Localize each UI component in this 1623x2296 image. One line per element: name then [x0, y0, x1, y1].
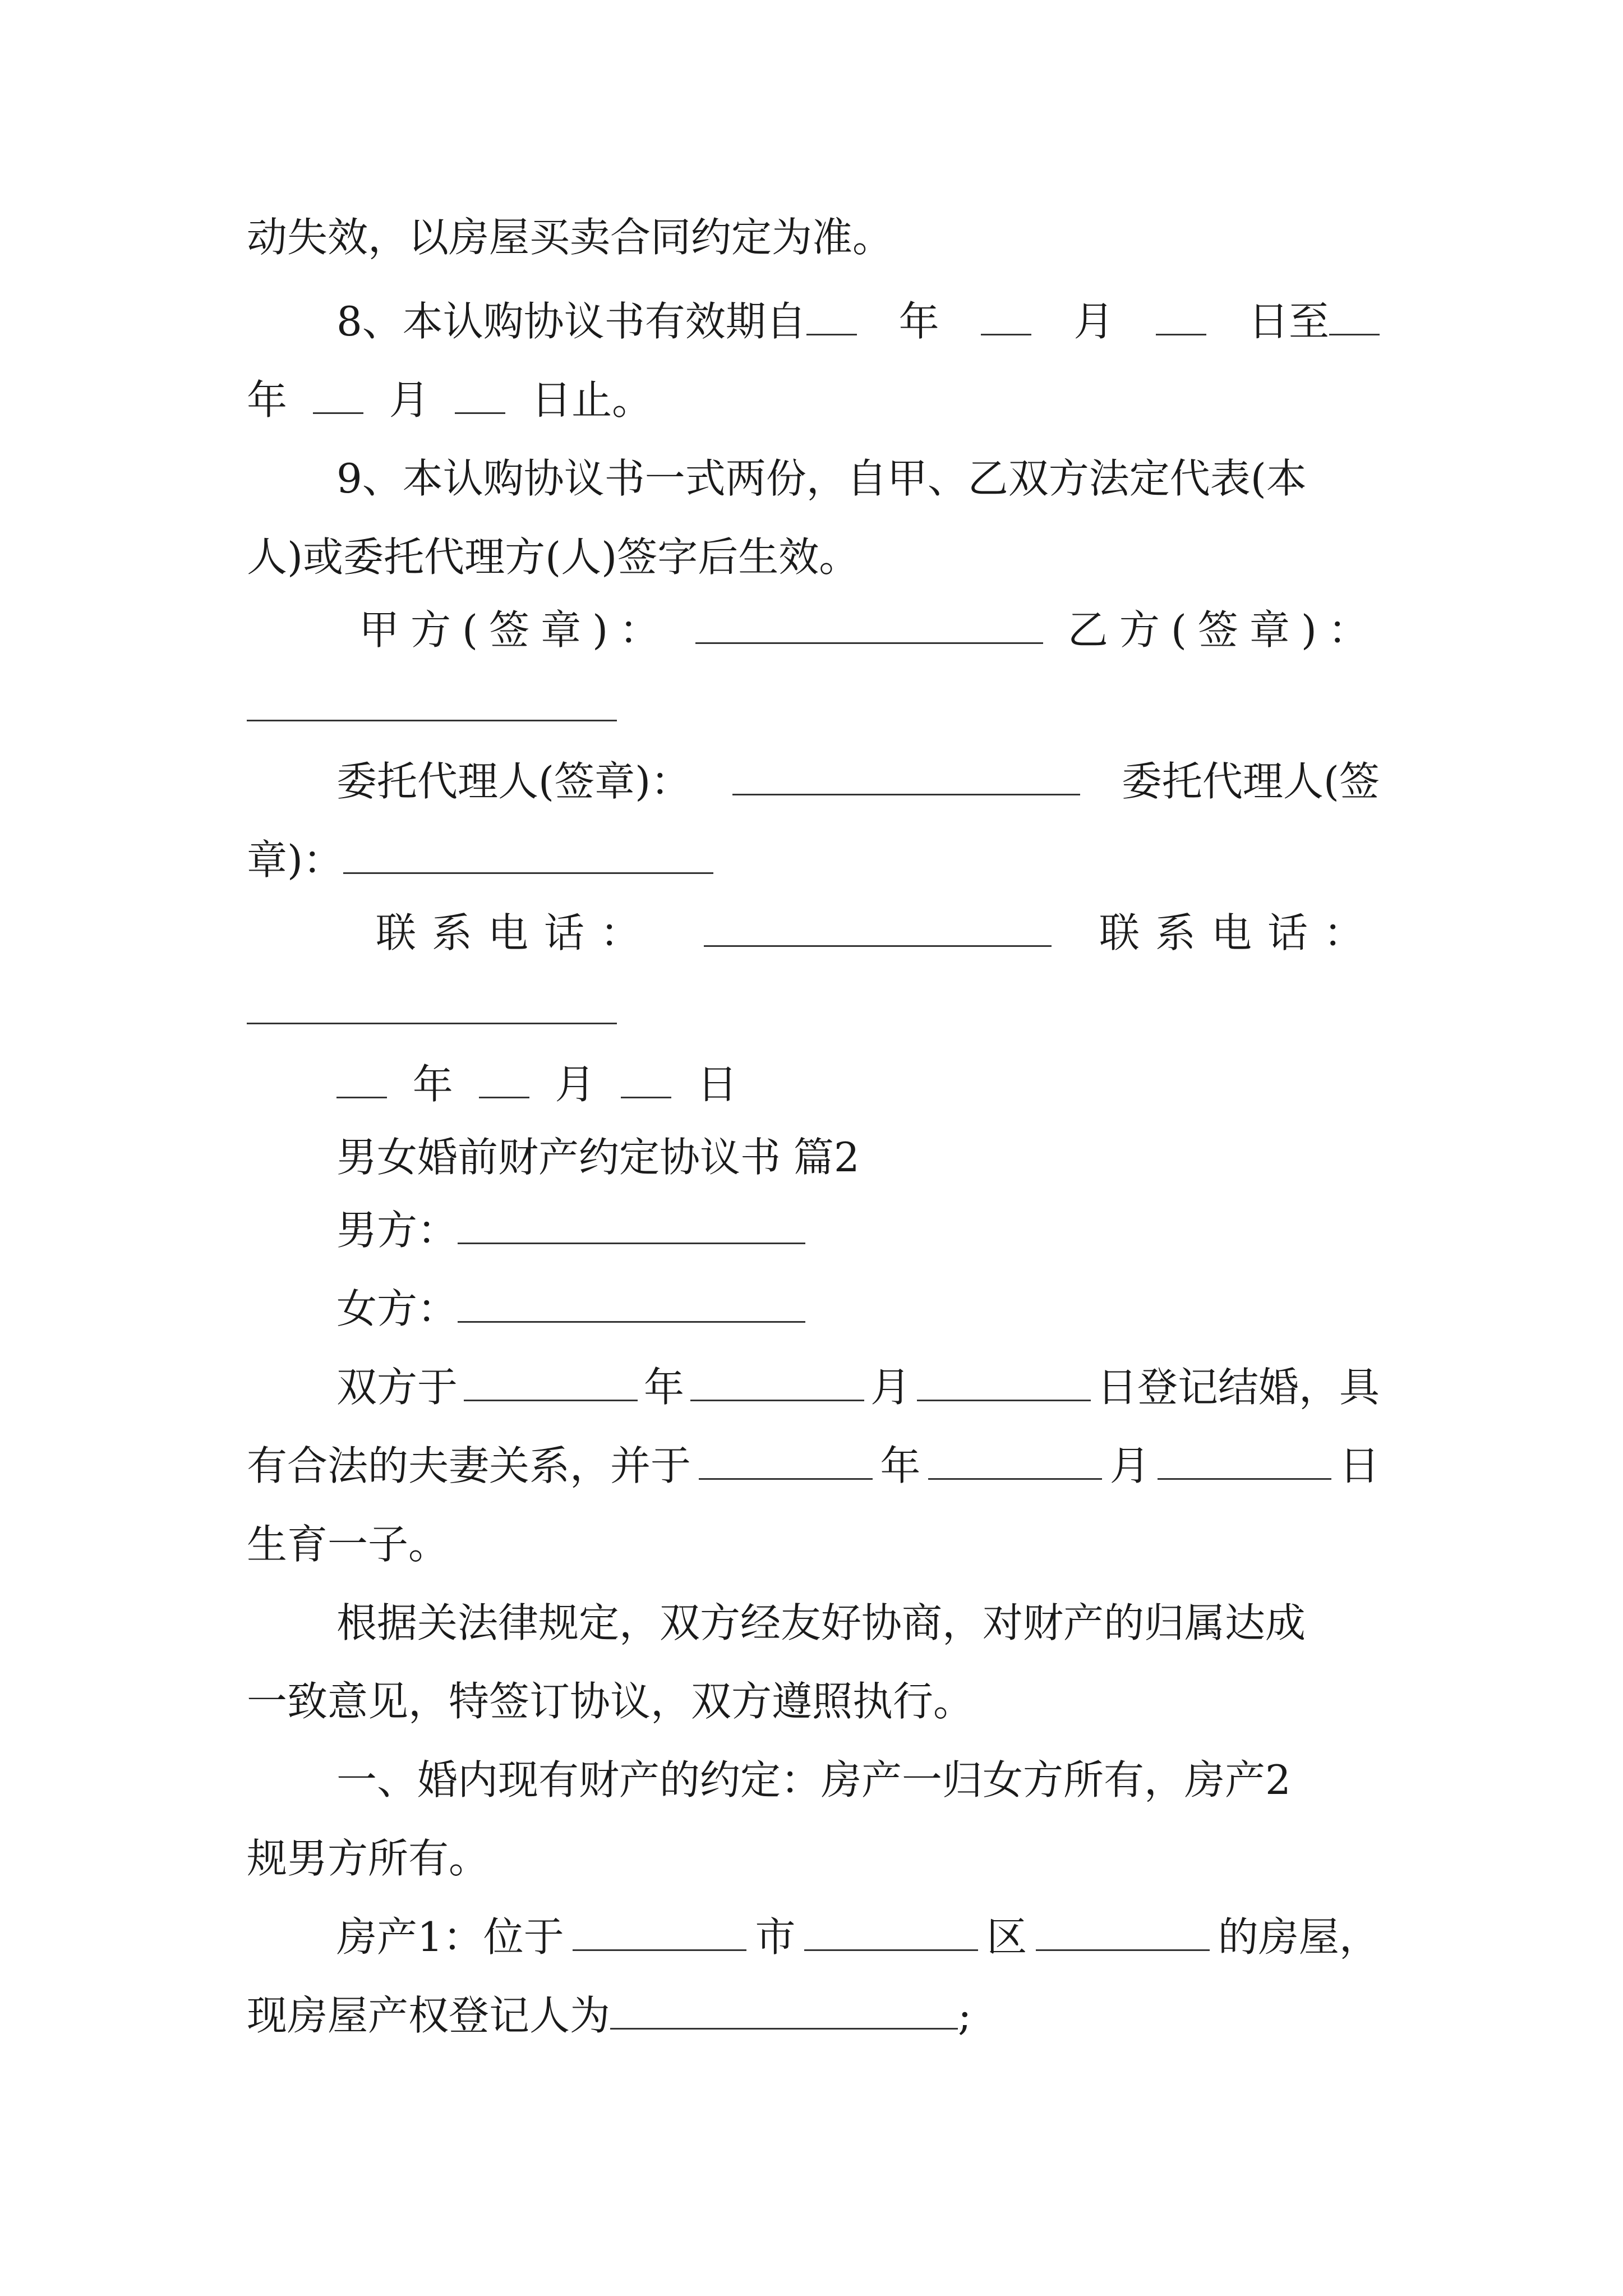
section-heading: 男女婚前财产约定协议书 篇2 — [336, 1134, 860, 1181]
party-a-signature-field — [695, 596, 1043, 644]
district-field — [804, 1903, 978, 1951]
blank-field — [479, 1051, 529, 1098]
blank-field — [1329, 288, 1380, 335]
agent-a-signature-field — [732, 748, 1080, 795]
blank-field — [621, 1051, 671, 1098]
blank-field — [928, 1432, 1102, 1480]
blank-field — [336, 1051, 387, 1098]
blank-field — [917, 1354, 1091, 1401]
blank-field — [1156, 288, 1206, 335]
marriage-date-line: 双方于 年 月 日登记结婚，具 — [336, 1354, 1380, 1421]
blank-field — [806, 288, 857, 335]
phone-b-field — [247, 1023, 617, 1024]
paragraph-line: 规男方所有。 — [247, 1835, 490, 1882]
clause-9-line-2: 人)或委托代理方(人)签字后生效。 — [247, 533, 860, 581]
agent-b-signature-field — [343, 826, 713, 874]
signature-line — [359, 596, 1380, 664]
paragraph-line: 生育一子。 — [247, 1521, 449, 1568]
male-party-line: 男方： — [336, 1197, 1380, 1264]
agent-line-2: 章)： — [247, 826, 1380, 894]
property-1-owner-line: 现房屋产权登记人为 ; — [247, 1982, 1380, 2049]
party-a-label: 甲方(签章)： — [359, 606, 671, 654]
agent-line — [336, 748, 1380, 815]
birth-date-line: 有合法的夫妻关系，并于 年 月 日 — [247, 1432, 1380, 1499]
clause-9-line: 9、本认购协议书一式两份，自甲、乙双方法定代表(本 — [336, 455, 1307, 502]
property-1-line: 房产1：位于 市 区 的房屋， — [336, 1903, 1380, 1971]
owner-field — [610, 1982, 958, 2030]
paragraph-line — [247, 204, 1380, 271]
text: 动失效，以房屋买卖合同约定为准。 — [247, 214, 893, 261]
blank-field — [1158, 1432, 1331, 1480]
phone-a-label: 联系电话： — [376, 909, 657, 956]
clause-8-line: 8、本认购协议书有效期自 年 月 日至 — [336, 288, 1380, 355]
paragraph-line: 一致意见，特签订协议，双方遵照执行。 — [247, 1678, 974, 1725]
blank-field — [690, 1354, 864, 1401]
clause-8-line-2: 年 月 日止。 — [247, 366, 1380, 434]
female-party-line: 女方： — [336, 1275, 1380, 1342]
party-b-label: 乙方(签章)： — [1067, 606, 1380, 654]
paragraph-line: 根据关法律规定，双方经友好协商，对财产的归属达成 — [336, 1599, 1306, 1646]
address-field — [1036, 1903, 1210, 1951]
male-name-field — [458, 1197, 805, 1244]
female-name-field — [458, 1275, 805, 1323]
party-b-signature-field — [247, 720, 617, 721]
blank-field — [464, 1354, 638, 1401]
blank-field — [981, 288, 1031, 335]
agent-b-label: 委托代理人(签 — [1121, 758, 1380, 805]
clause-1-line: 一、婚内现有财产的约定：房产一归女方所有，房产2 — [336, 1756, 1291, 1803]
agent-a-label: 委托代理人(签章)： — [336, 758, 691, 805]
phone-b-label: 联系电话： — [1099, 909, 1380, 956]
date-line: 年 月 日 — [336, 1051, 1380, 1118]
blank-field — [699, 1432, 873, 1480]
phone-line — [376, 899, 1380, 967]
blank-field — [455, 366, 505, 414]
blank-field — [313, 366, 363, 414]
phone-a-field — [704, 899, 1052, 947]
city-field — [573, 1903, 746, 1951]
